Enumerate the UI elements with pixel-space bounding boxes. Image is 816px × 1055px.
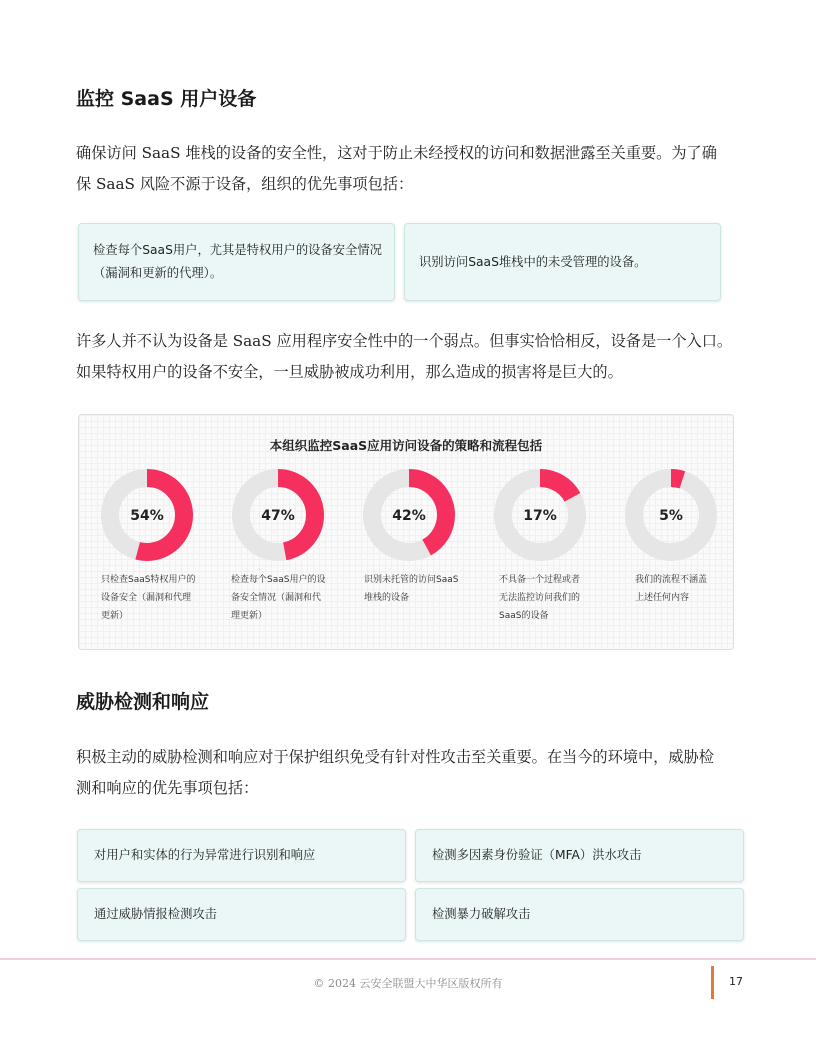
- intro-paragraph: [76, 138, 744, 200]
- footer-copyright: © 2024 云安全联盟大中华区版权所有: [313, 977, 503, 990]
- threat-paragraph: [76, 742, 744, 804]
- card-line-2: （漏洞和更新的代理）。: [93, 266, 223, 280]
- donut-caption-line: 理更新）: [231, 611, 268, 621]
- donut-2: [241, 478, 315, 552]
- footer-accent-bar: [711, 966, 714, 999]
- donut-caption-line: 我们的流程不涵盖: [635, 575, 708, 585]
- donut-percent-label: 5%: [659, 508, 683, 524]
- threat-card-mfa-flooding: [415, 829, 744, 882]
- donut-caption-line: 上述任何内容: [635, 593, 690, 603]
- section-heading-threat-detection: 威胁检测和响应: [76, 691, 210, 713]
- card-text: 检测多因素身份验证（MFA）洪水攻击: [432, 848, 642, 862]
- donut-5: [634, 478, 708, 552]
- card-text: 通过威胁情报检测攻击: [94, 907, 217, 921]
- section-heading-device-monitoring: 监控 SaaS 用户设备: [76, 88, 257, 110]
- intro-line-2: 保 SaaS 风险不源于设备，组织的优先事项包括：: [76, 175, 414, 193]
- device-monitoring-figure: [78, 414, 734, 650]
- threat-card-brute-force: [415, 888, 744, 941]
- chart-title: 本组织监控SaaS应用访问设备的策略和流程包括: [269, 438, 543, 453]
- donut-3: [372, 478, 446, 552]
- footer-divider: [0, 958, 816, 960]
- donut-caption-3: [364, 571, 480, 607]
- card-text: 对用户和实体的行为异常进行识别和响应: [94, 848, 316, 862]
- donut-caption-line: 备安全情况（漏洞和代: [231, 593, 322, 603]
- donut-4: [503, 478, 577, 552]
- donut-caption-5: [635, 571, 751, 607]
- threat-card-behavior-anomaly: [77, 829, 406, 882]
- donut-caption-line: 检查每个SaaS用户的设: [231, 575, 326, 585]
- threat-line-1: 积极主动的威胁检测和响应对于保护组织免受有针对性攻击至关重要。在当今的环境中，威胁检: [76, 748, 714, 766]
- donut-caption-line: 设备安全（漏洞和代理: [101, 593, 192, 603]
- device-weakness-paragraph: [76, 326, 744, 388]
- card-line-1: 检查每个SaaS用户，尤其是特权用户的设备安全情况: [93, 243, 382, 257]
- weakness-line-2: 如果特权用户的设备不安全，一旦威胁被成功利用，那么造成的损害将是巨大的。: [76, 363, 623, 381]
- donut-caption-line: 只检查SaaS特权用户的: [101, 575, 196, 585]
- donut-percent-label: 47%: [261, 508, 295, 524]
- donut-percent-label: 42%: [392, 508, 426, 524]
- page-number: 17: [729, 975, 743, 988]
- priority-card-check-devices: [78, 223, 395, 301]
- priority-card-unmanaged-devices: [404, 223, 721, 301]
- card-text: 检测暴力破解攻击: [432, 907, 531, 921]
- threat-card-threat-intel: [77, 888, 406, 941]
- donut-percent-label: 54%: [130, 508, 164, 524]
- donut-caption-4: [499, 571, 615, 625]
- threat-line-2: 测和响应的优先事项包括：: [76, 779, 259, 797]
- intro-line-1: 确保访问 SaaS 堆栈的设备的安全性，这对于防止未经授权的访问和数据泄露至关重要。为了确: [76, 144, 717, 162]
- card-text: 识别访问SaaS堆栈中的未受管理的设备。: [419, 254, 647, 269]
- donut-caption-line: 堆栈的设备: [364, 593, 410, 603]
- donut-caption-line: 更新）: [101, 611, 129, 621]
- donut-caption-2: [231, 571, 347, 625]
- donut-caption-line: 识别未托管的访问SaaS: [364, 575, 459, 585]
- donut-caption-1: [101, 571, 217, 625]
- weakness-line-1: 许多人并不认为设备是 SaaS 应用程序安全性中的一个弱点。但事实恰恰相反，设备是一个入口。: [76, 332, 733, 350]
- donut-percent-label: 17%: [523, 508, 557, 524]
- donut-caption-line: SaaS的设备: [499, 611, 549, 621]
- donut-1: [110, 478, 184, 552]
- donut-caption-line: 不具备一个过程或者: [499, 575, 581, 585]
- donut-caption-line: 无法监控访问我们的: [499, 593, 581, 603]
